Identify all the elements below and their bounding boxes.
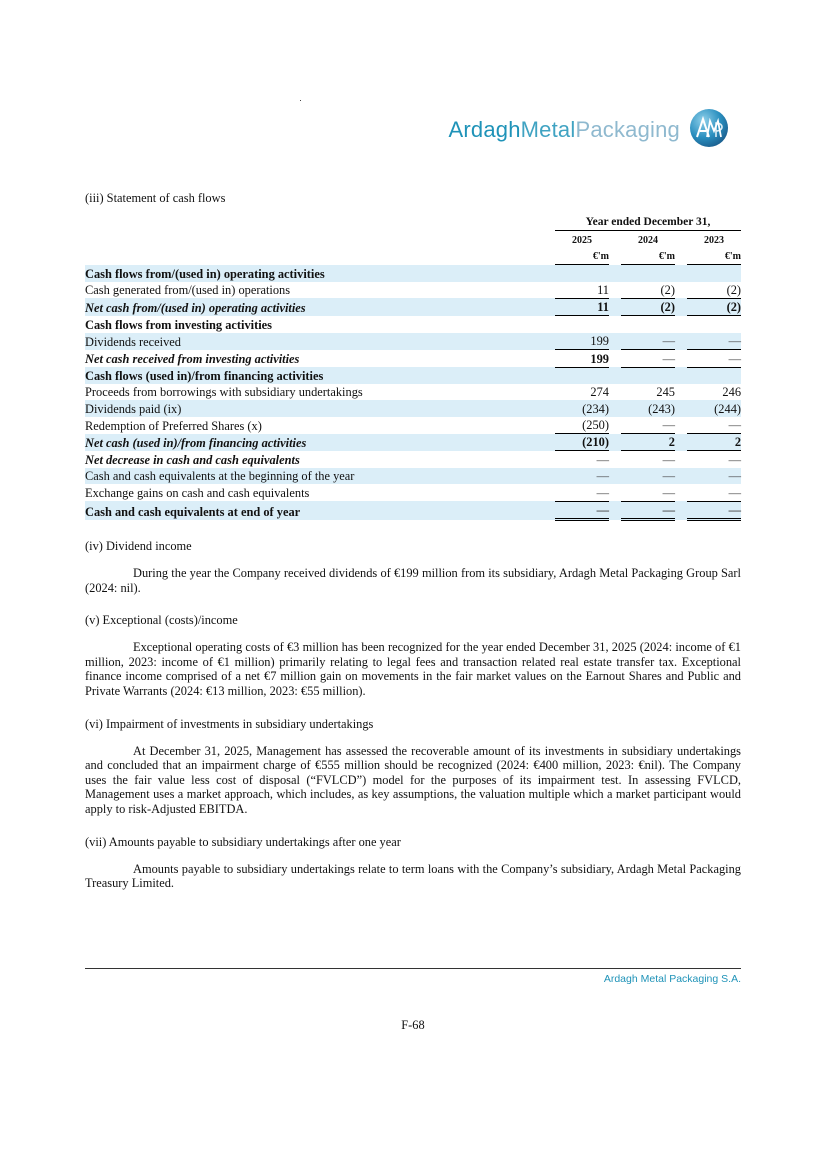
row-value-2025: —	[596, 452, 609, 467]
table-row	[85, 501, 741, 519]
row-value-2025: (234)	[555, 400, 609, 416]
row-label: Net decrease in cash and cash equivalents	[85, 452, 300, 467]
footer-company-name: Ardagh Metal Packaging S.A.	[603, 973, 741, 985]
table-row	[85, 400, 741, 416]
row-value-2024: —	[621, 333, 675, 350]
row-value-2025: 274	[590, 385, 609, 400]
row-label: Cash generated from/(used in) operations	[85, 283, 291, 298]
row-value-2025: —	[555, 468, 609, 484]
row-label: Net cash received from investing activities	[85, 352, 300, 367]
row-value-2023: —	[687, 484, 741, 501]
row-value-2025: 199	[555, 333, 609, 350]
table-row	[85, 333, 741, 350]
page-content	[85, 191, 741, 891]
row-value-2023: —	[687, 417, 741, 434]
row-value-2025: (210)	[555, 434, 609, 451]
logo-word-packaging: Packaging	[575, 117, 680, 142]
row-value-2024: 2	[621, 434, 675, 451]
table-row	[85, 384, 741, 400]
row-value-2023: —	[687, 501, 741, 519]
table-row	[85, 350, 741, 367]
cash-flow-table	[85, 214, 741, 521]
exceptional-text: Exceptional operating costs of €3 million has been recognized for the year ended December 31, 2025 (2024: income of €1 million, 2023: income of €1 million) primarily relating to legal fees and transaction related real estate transfer tax. Exceptional finance income comprised of a net €7 million gain on movements in the fair market values on the Earnout Shares and Public and Private Warrants (2024: €13 million, 2023: €55 million).	[85, 640, 741, 698]
table-row	[85, 451, 741, 468]
table-row	[85, 282, 741, 299]
dividend-income-text: During the year the Company received dividends of €199 million from its subsidiary, Ardagh Metal Packaging Group Sarl (2024: nil).	[85, 566, 741, 595]
row-label: Dividends paid (ix)	[85, 400, 525, 416]
row-label: Net cash (used in)/from financing activities	[85, 434, 525, 451]
row-value-2024: —	[621, 468, 675, 484]
row-value-2025: (250)	[555, 417, 609, 434]
unit-2024: €'m	[621, 248, 675, 265]
row-value-2024: 245	[656, 385, 675, 400]
logo-word-ardagh: Ardagh	[448, 117, 521, 142]
row-label: Proceeds from borrowings with subsidiary undertakings	[85, 385, 363, 400]
row-label: Cash flows from investing activities	[85, 317, 272, 332]
row-label: Redemption of Preferred Shares (x)	[85, 418, 262, 433]
cash-flow-section-title: (iii) Statement of cash flows	[85, 191, 226, 205]
row-label: Cash flows (used in)/from financing activities	[85, 367, 525, 384]
table-row	[85, 468, 741, 484]
impairment-text: At December 31, 2025, Management has assessed the recoverable amount of its investments in subsidiary undertakings and concluded that an impairment charge of €555 million should be recognized (2024: €400 million, 2023: €nil). The Company uses the fair value less cost of disposal (“FVLCD”) model for the purposes of its impairment test. In assessing FVLCD, Management uses a market approach, which includes, as key assumptions, the valuation multiple which a market participant would apply to risk-Adjusted EBITDA.	[85, 743, 741, 816]
row-label: Cash flows from/(used in) operating activities	[85, 265, 525, 282]
row-value-2023: —	[728, 452, 742, 467]
row-value-2023: —	[687, 350, 741, 367]
stray-dot	[300, 100, 301, 101]
row-label: Cash and cash equivalents at end of year	[85, 501, 525, 519]
row-value-2024: (2)	[621, 298, 675, 315]
footer-divider	[85, 968, 741, 969]
exceptional-heading: (v) Exceptional (costs)/income	[85, 613, 238, 628]
row-value-2024: —	[621, 417, 675, 434]
table-row	[85, 434, 741, 451]
row-value-2024: (2)	[621, 282, 675, 299]
amounts-payable-heading: (vii) Amounts payable to subsidiary undertakings after one year	[85, 834, 401, 849]
row-label: Exchange gains on cash and cash equivalents	[85, 486, 310, 501]
table-row	[85, 367, 741, 384]
year-2025-header: 2025	[572, 234, 592, 246]
row-value-2023: (2)	[687, 282, 741, 299]
row-value-2023: —	[687, 333, 741, 350]
row-label: Cash and cash equivalents at the beginning of the year	[85, 468, 525, 484]
year-2023-header: 2023	[704, 234, 724, 246]
row-value-2023: 246	[722, 385, 742, 400]
company-logo	[449, 104, 731, 152]
table-row	[85, 484, 741, 501]
amounts-payable-text: Amounts payable to subsidiary undertakings relate to term loans with the Company’s subsidiary, Ardagh Metal Packaging Treasury Limited.	[85, 861, 741, 891]
row-value-2024: —	[662, 452, 675, 467]
table-row	[85, 298, 741, 315]
logo-wordmark	[449, 117, 681, 143]
table-row	[85, 265, 741, 282]
row-value-2025: 11	[555, 282, 609, 299]
row-value-2024: (243)	[621, 400, 675, 416]
row-value-2025: 11	[555, 298, 609, 315]
year-ended-header: Year ended December 31,	[555, 214, 741, 231]
row-value-2023: 2	[687, 434, 741, 451]
dividend-income-heading: (iv) Dividend income	[85, 539, 192, 554]
row-value-2024: —	[621, 350, 675, 367]
row-value-2024: —	[621, 501, 675, 519]
logo-word-metal: Metal	[520, 117, 576, 142]
row-value-2025: —	[555, 484, 609, 501]
row-label: Dividends received	[85, 333, 525, 350]
table-row	[85, 316, 741, 333]
row-value-2024: —	[621, 484, 675, 501]
row-value-2023: (244)	[687, 400, 741, 416]
unit-2023: €'m	[687, 248, 741, 265]
unit-2025: €'m	[555, 248, 609, 265]
row-value-2025: 199	[555, 350, 609, 367]
row-value-2023: —	[687, 468, 741, 484]
row-value-2023: (2)	[687, 298, 741, 315]
year-2024-header: 2024	[638, 234, 658, 246]
page-number: F-68	[401, 1018, 425, 1032]
table-row	[85, 417, 741, 434]
amp-emblem-icon	[688, 107, 730, 149]
impairment-heading: (vi) Impairment of investments in subsidiary undertakings	[85, 716, 374, 731]
row-value-2025: —	[555, 501, 609, 519]
row-label: Net cash from/(used in) operating activities	[85, 298, 525, 315]
